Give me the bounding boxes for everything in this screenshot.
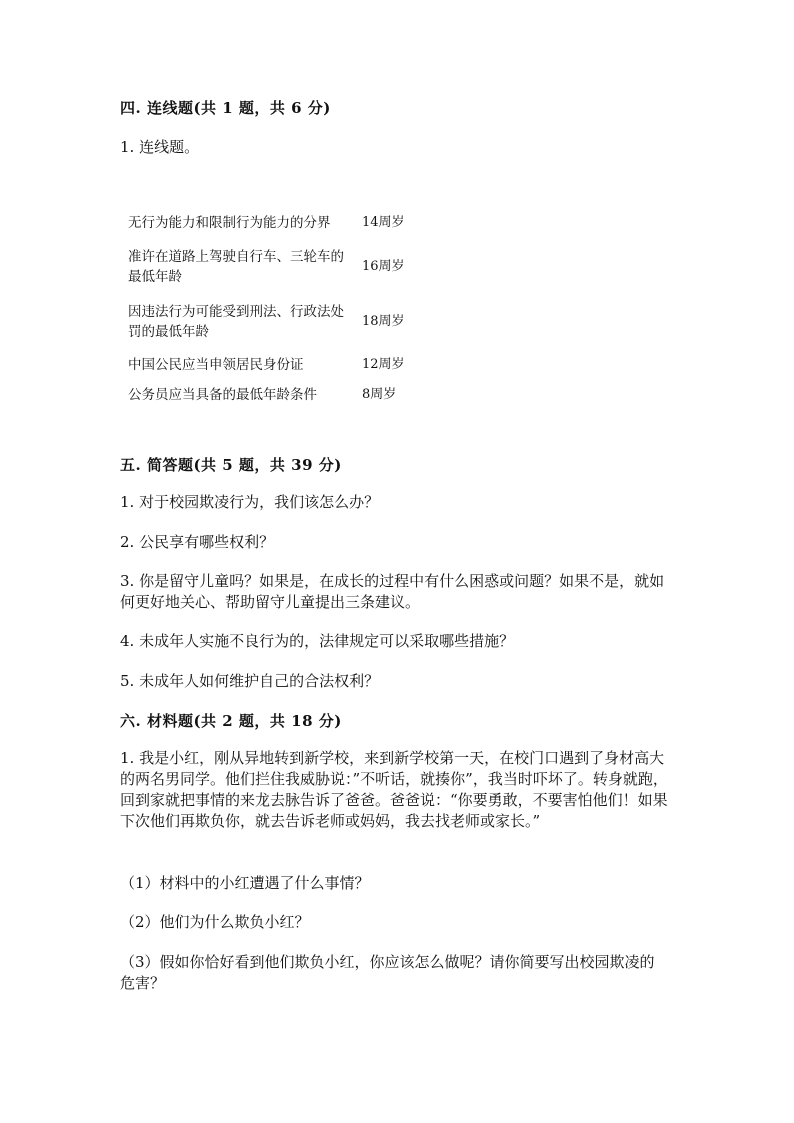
section-5-heading: 五. 简答题(共 5 题，共 39 分) bbox=[120, 456, 342, 474]
section-5-question-1: 1. 对于校园欺凌行为，我们该怎么办？ bbox=[120, 493, 380, 511]
matching-left-item: 公务员应当具备的最低年龄条件 bbox=[128, 387, 317, 403]
section-5-question-5: 5. 未成年人如何维护自己的合法权利？ bbox=[120, 672, 380, 690]
matching-right-item: 18周岁 bbox=[362, 314, 405, 329]
matching-right-item: 16周岁 bbox=[362, 259, 405, 274]
section-6-material: 1. 我是小红，刚从异地转到新学校，来到新学校第一天，在校门口遇到了身材高大的两名男同学。他们拦住我威胁说：”不听话，就揍你”，我当时吓坏了。转身就跑，回到家就把事情的来龙去脉告诉了爸爸。爸爸说：“你要勇敢，不要害怕他们！如果下次他们再欺负你，就去告诉老师或妈妈，我去找老师或家长。” bbox=[120, 749, 668, 830]
section-4-heading: 四. 连线题(共 1 题，共 6 分) bbox=[120, 99, 331, 117]
section-5-question-4: 4. 未成年人实施不良行为的，法律规定可以采取哪些措施？ bbox=[120, 632, 515, 650]
matching-left-item: 准许在道路上驾驶自行车、三轮车的最低年龄 bbox=[128, 249, 344, 285]
matching-left-item: 中国公民应当申领居民身份证 bbox=[128, 357, 304, 373]
section-6-sub-question-3: （3）假如你恰好看到他们欺负小红，你应该怎么做呢？请你简要写出校园欺凌的危害？ bbox=[120, 953, 655, 992]
section-6-heading: 六. 材料题(共 2 题，共 18 分) bbox=[120, 712, 342, 730]
matching-left-item: 无行为能力和限制行为能力的分界 bbox=[128, 215, 331, 231]
section-6-sub-question-2: （2）他们为什么欺负小红？ bbox=[120, 913, 310, 931]
section-4-question-1: 1. 连线题。 bbox=[120, 138, 200, 156]
section-5-question-3: 3. 你是留守儿童吗？如果是，在成长的过程中有什么困惑或问题？如果不是，就如何更好地关心、帮助留守儿童提出三条建议。 bbox=[120, 572, 665, 611]
matching-left-item: 因违法行为可能受到刑法、行政法处罚的最低年龄 bbox=[128, 304, 344, 340]
matching-right-item: 12周岁 bbox=[362, 357, 405, 372]
section-5-question-2: 2. 公民享有哪些权利？ bbox=[120, 533, 275, 551]
matching-right-item: 14周岁 bbox=[362, 215, 405, 230]
section-6-sub-question-1: （1）材料中的小红遭遇了什么事情？ bbox=[120, 874, 370, 892]
matching-right-item: 8周岁 bbox=[362, 387, 397, 402]
